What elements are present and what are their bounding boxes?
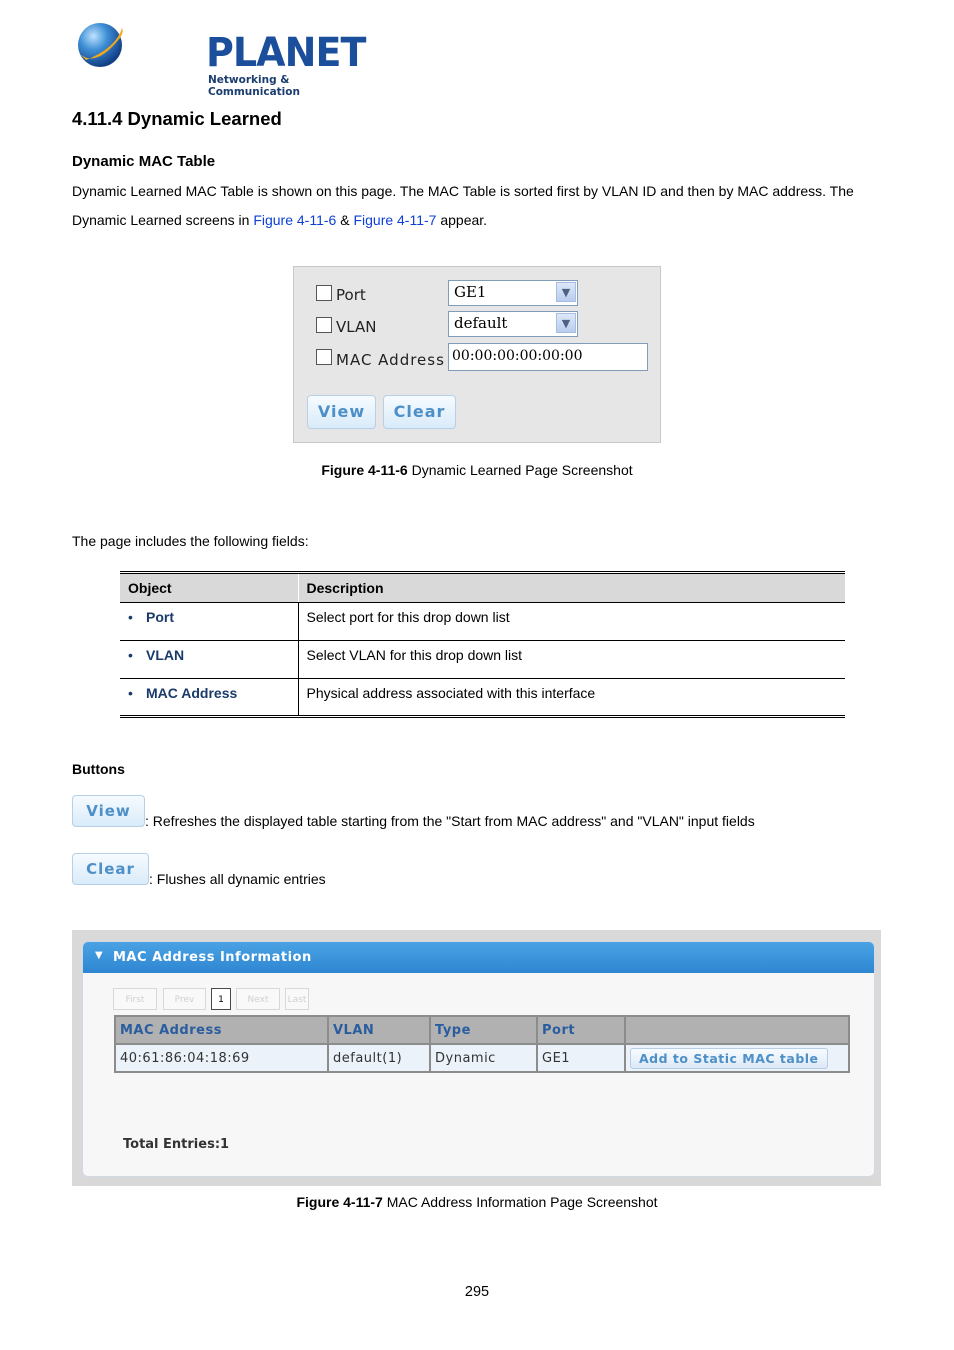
globe-logo-icon: [76, 18, 128, 72]
object-description: Physical address associated with this interface: [298, 679, 845, 717]
fields-intro: The page includes the following fields:: [72, 533, 309, 549]
logo-subtitle: Networking & Communication: [208, 74, 300, 98]
clear-button[interactable]: Clear: [383, 395, 456, 429]
object-description: Select VLAN for this drop down list: [298, 641, 845, 679]
chevron-down-icon: ▼: [556, 282, 576, 302]
mac-address-label: MAC Address: [336, 351, 445, 369]
figure-4-11-6-caption: [0, 462, 954, 478]
prev-page-button[interactable]: Prev: [163, 988, 206, 1010]
mac-address-checkbox[interactable]: [316, 349, 332, 365]
table-row: [120, 641, 845, 679]
vlan-column: VLAN: [328, 1016, 430, 1044]
intro-text: Dynamic Learned screens in: [72, 212, 254, 228]
figure-4-11-7-link[interactable]: Figure 4-11-7: [353, 212, 437, 228]
vlan-label: VLAN: [336, 318, 377, 336]
mac-address-value: 00:00:00:00:00:00: [452, 348, 583, 364]
planet-logo: [76, 18, 366, 98]
type-column: Type: [430, 1016, 537, 1044]
panel-header[interactable]: [83, 942, 874, 973]
next-page-button[interactable]: Next: [236, 988, 280, 1010]
collapse-triangle-icon: ▼: [95, 950, 103, 961]
mac-address-input[interactable]: [448, 343, 648, 371]
mac-address-column: MAC Address: [115, 1016, 328, 1044]
port-checkbox[interactable]: [316, 285, 332, 301]
subsection-title: Dynamic MAC Table: [72, 153, 216, 170]
caption-label: Figure 4-11-7: [296, 1194, 383, 1210]
port-cell: GE1: [537, 1044, 625, 1072]
port-select[interactable]: [448, 280, 578, 306]
port-select-value: GE1: [454, 283, 487, 301]
mac-address-information-screenshot: [72, 930, 881, 1186]
intro-amp: &: [336, 212, 354, 228]
port-label: Port: [336, 286, 366, 304]
total-entries: Total Entries:1: [123, 1137, 230, 1152]
vlan-select-value: default: [454, 314, 508, 332]
caption-text: Dynamic Learned Page Screenshot: [407, 462, 633, 478]
mac-table: [114, 1015, 850, 1073]
table-row: [120, 679, 845, 717]
logo-wordmark: PLANET: [206, 30, 366, 76]
intro-line-1: Dynamic Learned MAC Table is shown on this page. The MAC Table is sorted first by VLAN ID and then by MAC address. The: [72, 183, 854, 199]
object-name: Port: [146, 609, 174, 625]
intro-suffix: appear.: [436, 212, 488, 228]
bullet-icon: •: [128, 647, 133, 663]
page-number: 295: [464, 1284, 490, 1300]
view-button-description: : Refreshes the displayed table starting from the "Start from MAC address" and "VLAN" input fields: [145, 813, 755, 829]
section-title: 4.11.4 Dynamic Learned: [72, 108, 282, 129]
caption-text: MAC Address Information Page Screenshot: [382, 1194, 658, 1210]
figure-4-11-6-link[interactable]: Figure 4-11-6: [253, 212, 337, 228]
table-row: [120, 603, 845, 641]
mac-cell: 40:61:86:04:18:69: [115, 1044, 328, 1072]
add-to-static-mac-button[interactable]: Add to Static MAC table: [630, 1048, 828, 1069]
dynamic-learned-form: [293, 266, 661, 443]
first-page-button[interactable]: First: [113, 988, 157, 1010]
last-page-button[interactable]: Last: [285, 988, 309, 1010]
object-description: Select port for this drop down list: [298, 603, 845, 641]
view-button-example[interactable]: View: [72, 795, 145, 827]
intro-paragraph: [72, 177, 892, 235]
figure-4-11-7-caption: [0, 1194, 954, 1210]
fields-table: [120, 571, 845, 718]
bullet-icon: •: [128, 685, 133, 701]
action-cell: [625, 1044, 849, 1072]
vlan-cell: default(1): [328, 1044, 430, 1072]
description-header: Description: [298, 573, 845, 603]
clear-button-example[interactable]: Clear: [72, 853, 149, 885]
mac-info-panel: [82, 941, 875, 1177]
intro-line-2: [72, 206, 892, 235]
chevron-down-icon: ▼: [556, 313, 576, 333]
vlan-select[interactable]: [448, 311, 578, 337]
table-row: [115, 1044, 849, 1072]
type-cell: Dynamic: [430, 1044, 537, 1072]
object-name: MAC Address: [146, 685, 238, 701]
buttons-heading: Buttons: [72, 761, 125, 777]
view-button[interactable]: View: [307, 395, 376, 429]
vlan-checkbox[interactable]: [316, 317, 332, 333]
clear-button-description: : Flushes all dynamic entries: [149, 871, 326, 887]
action-column: [625, 1016, 849, 1044]
panel-title: MAC Address Information: [113, 950, 312, 965]
object-header: Object: [120, 573, 298, 603]
caption-label: Figure 4-11-6: [321, 462, 408, 478]
bullet-icon: •: [128, 609, 133, 625]
page-1-button[interactable]: 1: [211, 988, 231, 1010]
object-name: VLAN: [146, 647, 185, 663]
port-column: Port: [537, 1016, 625, 1044]
